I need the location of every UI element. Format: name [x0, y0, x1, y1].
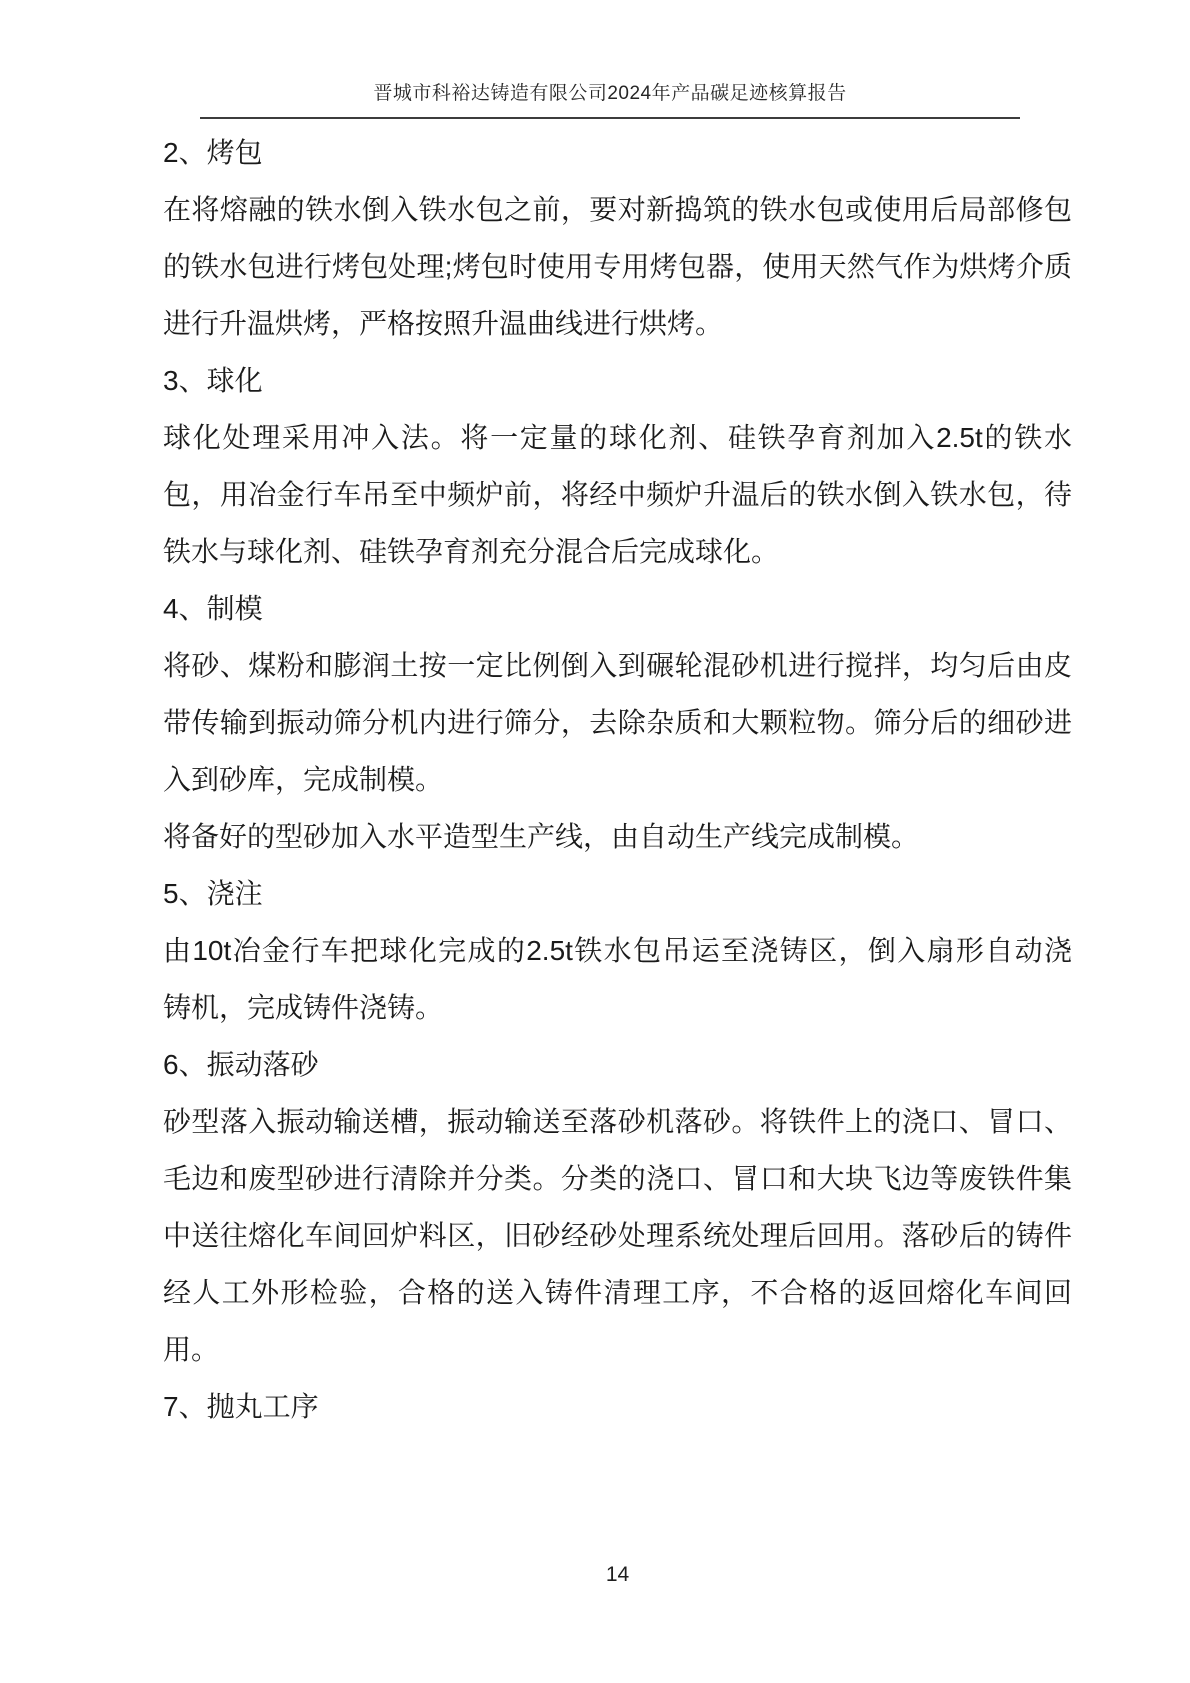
paragraph-line: 进行升温烘烤，严格按照升温曲线进行烘烤。 — [163, 308, 724, 339]
header-rule — [200, 117, 1020, 119]
paragraph-line: 毛边和废型砂进行清除并分类。分类的浇口、冒口和大块飞边等废铁件集 — [163, 1163, 1072, 1194]
document-body — [163, 124, 1072, 1435]
paragraph-line: 包，用冶金行车吊至中频炉前，将经中频炉升温后的铁水倒入铁水包，待 — [163, 479, 1072, 510]
page-number: 14 — [605, 1563, 630, 1586]
paragraph-line: 铁水与球化剂、硅铁孕育剂充分混合后完成球化。 — [163, 536, 780, 567]
paragraph-line: 球化处理采用冲入法。将一定量的球化剂、硅铁孕育剂加入2.5t的铁水 — [163, 422, 1072, 453]
paragraph-line: 经人工外形检验，合格的送入铸件清理工序，不合格的返回熔化车间回 — [163, 1277, 1072, 1308]
paragraph-line: 砂型落入振动输送槽，振动输送至落砂机落砂。将铁件上的浇口、冒口、 — [163, 1106, 1072, 1137]
paragraph-line: 的铁水包进行烤包处理;烤包时使用专用烤包器，使用天然气作为烘烤介质 — [163, 251, 1072, 282]
section-heading: 6、振动落砂 — [163, 1049, 319, 1080]
paragraph-line: 将备好的型砂加入水平造型生产线，由自动生产线完成制模。 — [163, 821, 920, 852]
paragraph-line: 铸机，完成铸件浇铸。 — [163, 992, 444, 1023]
paragraph-line: 带传输到振动筛分机内进行筛分，去除杂质和大颗粒物。筛分后的细砂进 — [163, 707, 1072, 738]
paragraph-line: 入到砂库，完成制模。 — [163, 764, 444, 795]
header-title: 晋城市科裕达铸造有限公司2024年产品碳足迹核算报告 — [373, 83, 847, 104]
section-heading: 5、浇注 — [163, 878, 263, 909]
paragraph-line: 由10t冶金行车把球化完成的2.5t铁水包吊运至浇铸区，倒入扇形自动浇 — [163, 935, 1072, 966]
section-heading: 2、烤包 — [163, 137, 263, 168]
paragraph-line: 将砂、煤粉和膨润土按一定比例倒入到碾轮混砂机进行搅拌，均匀后由皮 — [163, 650, 1072, 681]
section-heading: 4、制模 — [163, 593, 263, 624]
paragraph-line: 在将熔融的铁水倒入铁水包之前，要对新捣筑的铁水包或使用后局部修包 — [163, 194, 1072, 225]
paragraph-line: 中送往熔化车间回炉料区，旧砂经砂处理系统处理后回用。落砂后的铸件 — [163, 1220, 1072, 1251]
page-footer — [163, 1560, 1072, 1590]
section-heading: 7、抛丸工序 — [163, 1391, 319, 1422]
page-header — [200, 82, 1020, 106]
paragraph-line: 用。 — [163, 1334, 220, 1365]
section-heading: 3、球化 — [163, 365, 263, 396]
